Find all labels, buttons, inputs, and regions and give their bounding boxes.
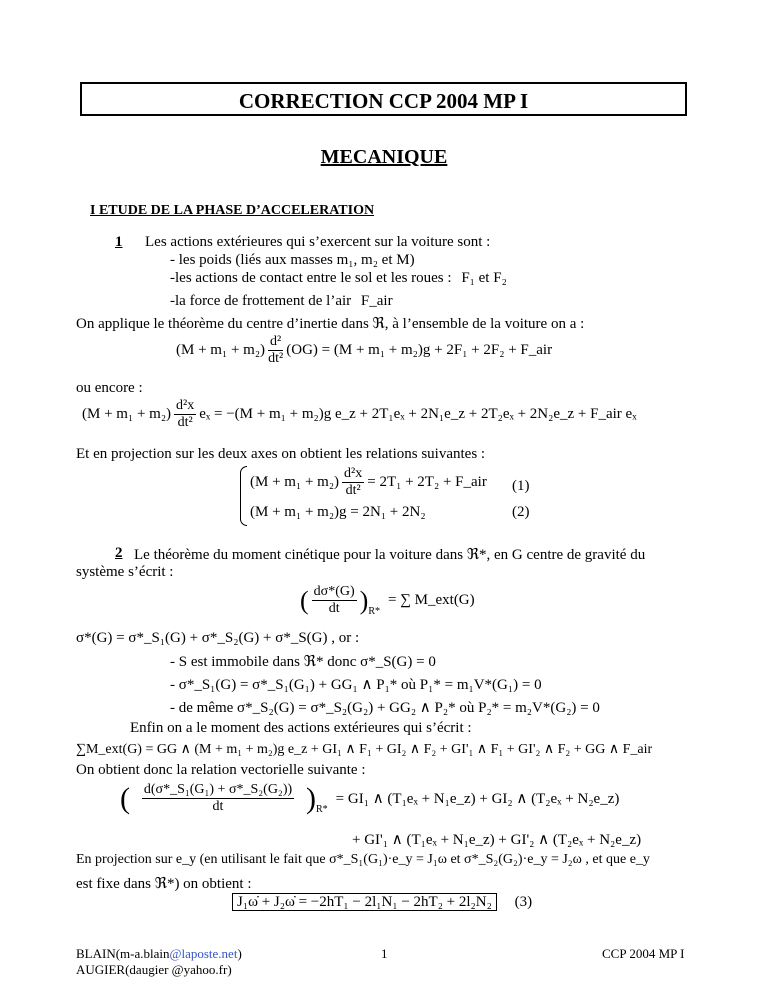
title-box [80,82,687,116]
q1-theorem: On applique le théorème du centre d’inertie dans ℜ, à l’ensemble de la voiture on a : [76,316,585,332]
s-immobile-line: - S est immobile dans ℜ* donc σ*_S(G) = 0 [170,654,436,670]
eq4-subscript: R* [316,804,328,815]
q1-item-air-text: -la force de frottement de l’air [170,293,352,309]
eq3-frac-den: dt [328,601,340,616]
sys1-left: (M + m₁ + m₂) [250,474,340,490]
system-eq-1 [250,466,487,499]
eq4-frac-num: d(σ*_S₁(G₁) + σ*_S₂(G₂)) [143,782,293,797]
eq2-frac-num: d²x [176,398,195,413]
section-title: MECANIQUE [320,146,448,168]
moment-equation: ∑M_ext(G) = GG ∧ (M + m₁ + m₂)g e_z + GI₁ ∧ F₁ + GI₂ ∧ F₂ + GI'₁ ∧ F₁ + GI'₂ ∧ F₂ + GG ∧ F_air [76,742,653,757]
q2-intro: Le théorème du moment cinétique pour la voiture dans ℜ*, en G centre de gravité du [134,547,646,563]
page-number: 1 [381,946,388,961]
sys1-frac-num: d²x [344,466,363,481]
q1-item-contact [170,270,507,287]
eq1-fraction [268,334,283,367]
q1-intro: Les actions extérieures qui s’exercent sur la voiture sont : [145,234,491,250]
sys1-right: = 2T₁ + 2T₂ + F_air [367,474,487,490]
projection-intro: Et en projection sur les deux axes on obtient les relations suivantes : [76,446,486,462]
equation-4-continued: + GI'₁ ∧ (T₁eₓ + N₁e_z) + GI'₂ ∧ (T₂eₓ + N₂e_z) [352,832,642,848]
footer-author-2: AUGIER(daugier @yahoo.fr) [76,962,232,977]
page-title: CORRECTION CCP 2004 MP I [238,89,529,113]
eq1-left: (M + m₁ + m₂) [176,342,266,358]
system-brace [240,466,247,526]
q1-item-weights: - les poids (liés aux masses m₁, m₂ et M) [170,252,415,268]
ou-encore: ou encore : [76,380,143,396]
system-eq-2: (M + m₁ + m₂)g = 2N₁ + 2N₂ [250,504,426,520]
tag-2: (2) [512,504,530,520]
relation-intro: On obtient donc la relation vectorielle suivante : [76,762,366,778]
question-number-2: 2 [115,545,123,561]
sys1-fraction [342,466,364,499]
q1-item-air-force: F_air [360,293,393,309]
eq3-open-paren: ( [300,585,309,615]
q1-item-contact-text: -les actions de contact entre le sol et les roues : [170,270,452,286]
q1-item-air [170,293,393,310]
part-heading: I ETUDE DE LA PHASE D’ACCELERATION [90,203,375,218]
q1-item-contact-forces: F₁ et F₂ [461,270,507,286]
eq2-right: eₓ = −(M + m₁ + m₂)g e_z + 2T₁eₓ + 2N₁e_z + 2T₂eₓ + 2N₂e_z + F_air eₓ [199,406,637,422]
equation-3 [300,584,475,617]
s1-line: - σ*_S₁(G) = σ*_S₁(G₁) + GG₁ ∧ P₁* où P₁* = m₁V*(G₁) = 0 [170,677,542,693]
eq4-close-paren: ) [306,781,316,815]
footer-email-link[interactable]: @laposte.net [169,946,238,961]
eq5-boxed: J₁ω̇ + J₂ω̇ = −2hT₁ − 2l₁N₁ − 2hT₂ + 2l₂N₂ [232,893,497,911]
eq1-right: (OG) = (M + m₁ + m₂)g + 2F₁ + 2F₂ + F_air [286,342,553,358]
footer-author-1-prefix: BLAIN(m-a.blain [76,946,170,961]
footer-author-1-suffix: ) [237,946,242,961]
footer-right-label: CCP 2004 MP I [602,946,685,961]
sigma-decomposition: σ*(G) = σ*_S₁(G) + σ*_S₂(G) + σ*_S(G) , or : [76,630,360,646]
eq4-open-paren: ( [120,781,130,815]
tag-1: (1) [512,478,530,494]
eq2-frac-den: dt² [177,415,193,430]
equation-5 [232,894,532,911]
eq3-subscript: R* [368,606,380,617]
eq3-right: = ∑ M_ext(G) [388,592,475,608]
moment-intro: Enfin on a le moment des actions extérieures qui s’écrit : [130,720,472,736]
eq4-frac-den: dt [212,799,224,814]
eq1-frac-den: dt² [268,351,284,366]
q2-intro-2: système s’écrit : [76,564,174,580]
eq3-close-paren: ) [359,585,369,615]
eq5-tag: (3) [514,894,533,910]
sys1-frac-den: dt² [345,483,361,498]
eq2-fraction [174,398,196,431]
footer-author-1 [76,946,242,962]
eq3-fraction [312,584,357,617]
projection-line: En projection sur e_y (en utilisant le fait que σ*_S₁(G₁)·e_y = J₁ω et σ*_S₂(G₂)·e_y = J₂ω , et que e_y [76,852,650,867]
equation-2 [82,398,637,431]
eq1-frac-num: d² [270,334,282,349]
eq4-right: = GI₁ ∧ (T₁eₓ + N₁e_z) + GI₂ ∧ (T₂eₓ + N₂e_z) [335,791,620,807]
equation-4 [120,782,619,815]
eq3-frac-num: dσ*(G) [313,584,355,599]
question-number-1: 1 [115,234,123,250]
equation-1 [176,334,552,367]
eq2-left: (M + m₁ + m₂) [82,406,172,422]
s2-line: - de même σ*_S₂(G) = σ*_S₂(G₂) + GG₂ ∧ P₂* où P₂* = m₂V*(G₂) = 0 [170,700,600,716]
eq4-fraction [133,782,303,815]
projection-line-2: est fixe dans ℜ*) on obtient : [76,876,252,892]
